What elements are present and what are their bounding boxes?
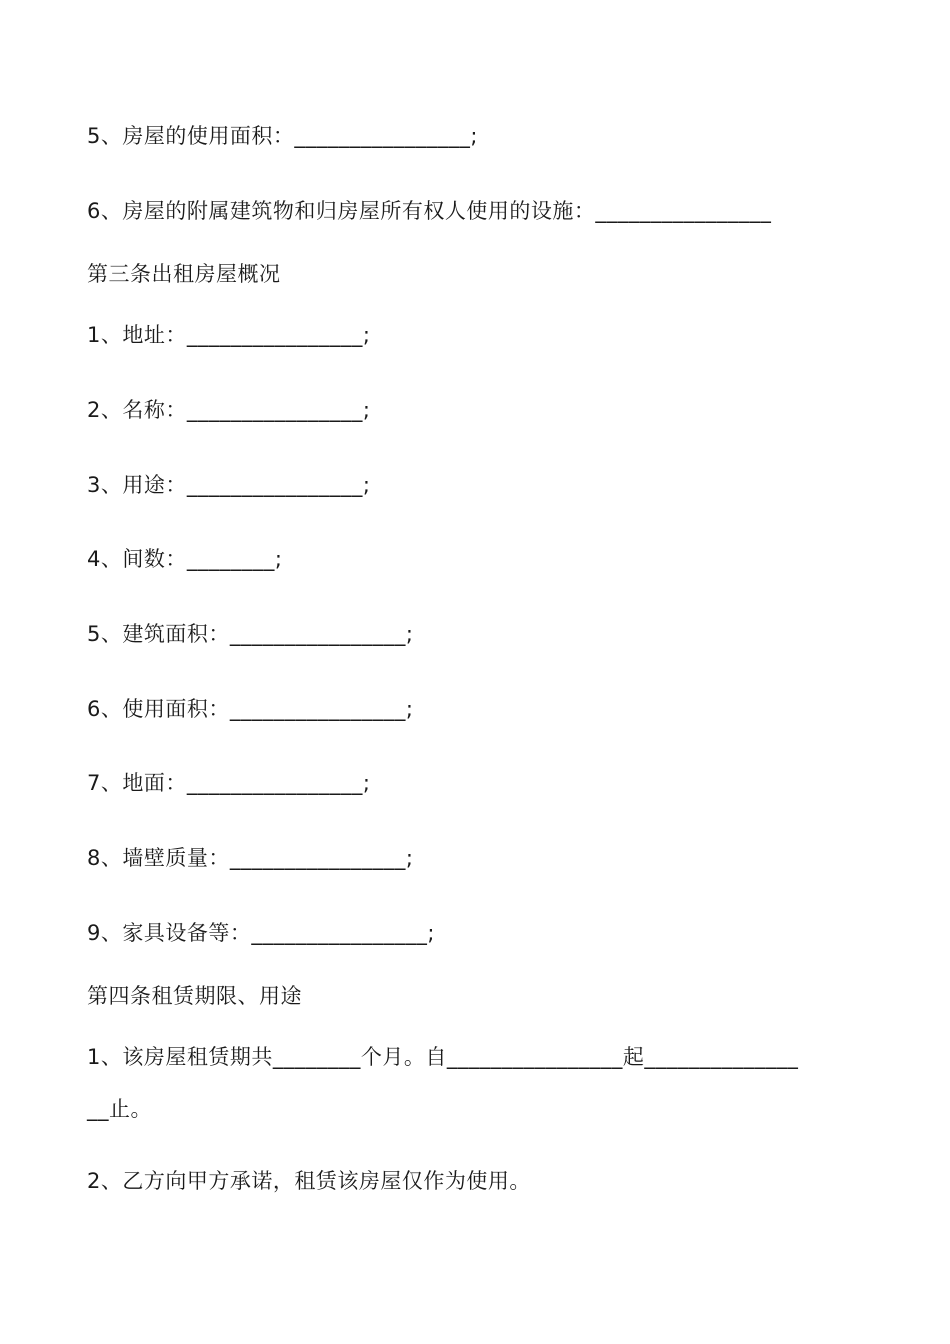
line-building-area: 5、建筑面积：________________; [87, 622, 414, 646]
line-tenant-promise: 2、乙方向甲方承诺，租赁该房屋仅作为使用。 [87, 1169, 531, 1193]
line-purpose: 3、用途：________________; [87, 473, 371, 497]
line-attached-facilities: 6、房屋的附属建筑物和归房屋所有权人使用的设施：________________ [87, 199, 772, 223]
line-wall-quality: 8、墙壁质量：________________; [87, 846, 414, 870]
line-usage-area: 6、使用面积：________________; [87, 697, 414, 721]
line-lease-term: 1、该房屋租赁期共________个月。自________________起______________ [87, 1045, 799, 1069]
line-address: 1、地址：________________; [87, 323, 371, 347]
line-furniture: 9、家具设备等：________________; [87, 921, 435, 945]
line-floor: 7、地面：________________; [87, 771, 371, 795]
line-lease-term-end: __止。 [87, 1097, 152, 1121]
line-usable-area: 5、房屋的使用面积：________________; [87, 124, 478, 148]
section-heading-3: 第三条出租房屋概况 [87, 262, 281, 286]
section-heading-4: 第四条租赁期限、用途 [87, 984, 302, 1008]
line-room-count: 4、间数：________; [87, 547, 283, 571]
line-name: 2、名称：________________; [87, 398, 371, 422]
